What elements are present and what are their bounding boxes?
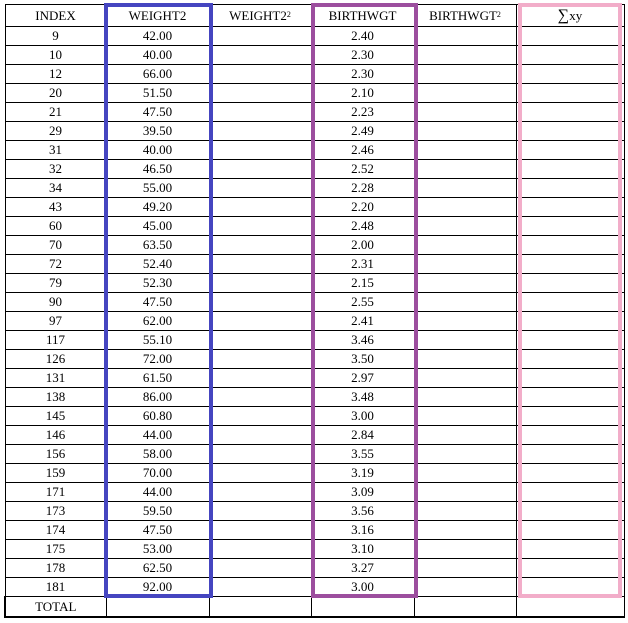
index-cell: 171 [5,483,106,502]
index-cell: 70 [5,236,106,255]
birthwgt-squared-cell [414,65,516,84]
table-row [5,559,624,578]
weight2-cell: 40.00 [106,46,209,65]
weight2-cell: 62.50 [106,559,209,578]
birthwgt-cell: 3.55 [311,445,414,464]
birthwgt-squared-cell [414,578,516,597]
weight2-cell: 47.50 [106,103,209,122]
birthwgt-squared-cell [414,521,516,540]
weight2-cell: 39.50 [106,122,209,141]
table-row [5,217,624,236]
weight2-cell: 49.20 [106,198,209,217]
birthwgt-cell: 2.52 [311,160,414,179]
weight2-squared-cell [209,502,311,521]
birthwgt-squared-cell [414,141,516,160]
birthwgt-squared-cell [414,293,516,312]
sigma-symbol: ∑ [557,7,570,24]
index-cell: 117 [5,331,106,350]
data-table [4,4,625,618]
table-row [5,198,624,217]
weight2-squared-cell [209,578,311,597]
birthwgt-cell: 3.16 [311,521,414,540]
birthwgt-squared-cell [414,312,516,331]
sum-xy-cell [516,388,624,407]
sum-xy-cell [516,236,624,255]
index-cell: 43 [5,198,106,217]
table-row [5,65,624,84]
weight2-squared-cell [209,445,311,464]
index-cell: 131 [5,369,106,388]
birthwgt-cell: 2.40 [311,27,414,46]
weight2-cell: 44.00 [106,483,209,502]
sum-xy-cell [516,464,624,483]
sum-xy-cell [516,293,624,312]
weight2-squared-cell [209,217,311,236]
header-row [5,5,624,27]
weight2-squared-cell [209,141,311,160]
sum-xy-cell [516,179,624,198]
table-row [5,521,624,540]
table-row [5,426,624,445]
table-row [5,312,624,331]
weight2-squared-cell [209,293,311,312]
birthwgt-cell: 3.50 [311,350,414,369]
birthwgt-squared-cell [414,198,516,217]
weight2-cell: 52.30 [106,274,209,293]
birthwgt-cell: 2.30 [311,65,414,84]
birthwgt-cell: 3.09 [311,483,414,502]
weight2-cell: 61.50 [106,369,209,388]
sum-xy-cell [516,445,624,464]
weight2-cell: 51.50 [106,84,209,103]
weight2-squared-cell [209,103,311,122]
table-row [5,27,624,46]
index-cell: 181 [5,578,106,597]
table-row [5,160,624,179]
table-row [5,483,624,502]
sum-xy-cell [516,122,624,141]
birthwgt-squared-cell [414,407,516,426]
birthwgt-squared-cell [414,103,516,122]
birthwgt-cell: 2.00 [311,236,414,255]
birthwgt-squared-cell [414,464,516,483]
weight2-squared-cell [209,407,311,426]
weight2-squared-cell [209,369,311,388]
birthwgt-squared-cell [414,160,516,179]
sum-xy-cell [516,217,624,236]
sum-xy-cell [516,559,624,578]
index-cell: 29 [5,122,106,141]
birthwgt-squared-cell [414,426,516,445]
weight2-cell: 63.50 [106,236,209,255]
birthwgt-squared-cell [414,179,516,198]
index-cell: 32 [5,160,106,179]
index-cell: 10 [5,46,106,65]
weight2-squared-cell [209,521,311,540]
birthwgt-cell: 2.20 [311,198,414,217]
table-row [5,331,624,350]
sum-xy-cell [516,141,624,160]
header-birthwgt: BIRTHWGT [311,5,414,27]
birthwgt-squared-cell [414,445,516,464]
header-birthwgt-squared: BIRTHWGT$^2$ [414,5,516,27]
sum-xy-cell [516,407,624,426]
weight2-squared-cell [209,426,311,445]
birthwgt-cell: 2.23 [311,103,414,122]
birthwgt-cell: 3.00 [311,578,414,597]
header-weight2: WEIGHT2 [106,5,209,27]
sum-xy-cell [516,312,624,331]
total-label: TOTAL [5,597,106,618]
table-row [5,464,624,483]
birthwgt-cell: 2.55 [311,293,414,312]
sum-xy-cell [516,426,624,445]
index-cell: 175 [5,540,106,559]
table-row [5,502,624,521]
weight2-cell: 72.00 [106,350,209,369]
birthwgt-cell: 2.46 [311,141,414,160]
weight2-cell: 70.00 [106,464,209,483]
sum-xy-cell [516,84,624,103]
index-cell: 138 [5,388,106,407]
birthwgt-squared-cell [414,540,516,559]
weight2-cell: 60.80 [106,407,209,426]
birthwgt-squared-cell [414,369,516,388]
weight2-squared-cell [209,236,311,255]
weight2-squared-cell [209,540,311,559]
birthwgt-squared-cell [414,274,516,293]
index-cell: 90 [5,293,106,312]
birthwgt-squared-cell [414,217,516,236]
weight2-squared-cell [209,179,311,198]
sum-xy-cell [516,160,624,179]
birthwgt-cell: 3.27 [311,559,414,578]
index-cell: 20 [5,84,106,103]
table-row [5,255,624,274]
birthwgt-squared-cell [414,331,516,350]
index-cell: 79 [5,274,106,293]
weight2-squared-cell [209,65,311,84]
sum-xy-cell [516,103,624,122]
birthwgt-cell: 3.00 [311,407,414,426]
birthwgt-cell: 2.28 [311,179,414,198]
birthwgt-cell: 3.46 [311,331,414,350]
table-row [5,141,624,160]
table-row [5,388,624,407]
sum-xy-cell [516,27,624,46]
weight2-cell: 47.50 [106,293,209,312]
weight2-cell: 46.50 [106,160,209,179]
weight2-cell: 86.00 [106,388,209,407]
weight2-cell: 55.10 [106,331,209,350]
index-cell: 156 [5,445,106,464]
total-weight2-cell [106,597,209,618]
sum-xy-cell [516,331,624,350]
birthwgt-squared-cell [414,27,516,46]
index-cell: 145 [5,407,106,426]
table-body [5,27,624,597]
sum-xy-cell [516,46,624,65]
sum-xy-cell [516,483,624,502]
index-cell: 34 [5,179,106,198]
index-cell: 72 [5,255,106,274]
header-sum-xy: ∑xy [516,5,624,27]
data-table-container [4,4,623,618]
sum-xy-cell [516,350,624,369]
weight2-squared-cell [209,27,311,46]
table-row [5,274,624,293]
sum-xy-cell [516,502,624,521]
total-sum-xy-cell [516,597,624,618]
birthwgt-cell: 2.48 [311,217,414,236]
table-row [5,179,624,198]
table-row [5,293,624,312]
weight2-cell: 66.00 [106,65,209,84]
weight2-squared-cell [209,464,311,483]
birthwgt-squared-cell [414,483,516,502]
weight2-squared-cell [209,350,311,369]
birthwgt-cell: 2.15 [311,274,414,293]
table-row [5,84,624,103]
total-weight2-squared-cell [209,597,311,618]
sum-xy-cell [516,198,624,217]
birthwgt-cell: 2.97 [311,369,414,388]
index-cell: 174 [5,521,106,540]
weight2-squared-cell [209,559,311,578]
weight2-squared-cell [209,312,311,331]
birthwgt-cell: 3.19 [311,464,414,483]
birthwgt-cell: 2.31 [311,255,414,274]
index-cell: 60 [5,217,106,236]
birthwgt-cell: 3.48 [311,388,414,407]
birthwgt-squared-cell [414,350,516,369]
weight2-cell: 53.00 [106,540,209,559]
table-row [5,103,624,122]
table-row [5,369,624,388]
birthwgt-squared-cell [414,84,516,103]
birthwgt-cell: 2.49 [311,122,414,141]
index-cell: 126 [5,350,106,369]
sum-xy-cell [516,65,624,84]
weight2-squared-cell [209,255,311,274]
index-cell: 97 [5,312,106,331]
index-cell: 12 [5,65,106,84]
weight2-cell: 40.00 [106,141,209,160]
birthwgt-cell: 2.10 [311,84,414,103]
weight2-cell: 52.40 [106,255,209,274]
weight2-squared-cell [209,46,311,65]
weight2-cell: 55.00 [106,179,209,198]
weight2-cell: 45.00 [106,217,209,236]
index-cell: 178 [5,559,106,578]
weight2-cell: 58.00 [106,445,209,464]
weight2-cell: 42.00 [106,27,209,46]
index-cell: 31 [5,141,106,160]
total-birthwgt-squared-cell [414,597,516,618]
table-row [5,540,624,559]
table-row [5,578,624,597]
sum-xy-cell [516,274,624,293]
birthwgt-cell: 2.30 [311,46,414,65]
birthwgt-squared-cell [414,46,516,65]
sum-xy-cell [516,369,624,388]
index-cell: 9 [5,27,106,46]
sum-xy-cell [516,521,624,540]
table-row [5,46,624,65]
total-row [5,597,624,618]
index-cell: 146 [5,426,106,445]
birthwgt-squared-cell [414,236,516,255]
table-row [5,122,624,141]
sum-xy-cell [516,540,624,559]
index-cell: 173 [5,502,106,521]
table-row [5,350,624,369]
header-index: INDEX [5,5,106,27]
index-cell: 21 [5,103,106,122]
weight2-squared-cell [209,483,311,502]
weight2-cell: 44.00 [106,426,209,445]
weight2-squared-cell [209,122,311,141]
total-birthwgt-cell [311,597,414,618]
birthwgt-squared-cell [414,502,516,521]
table-row [5,236,624,255]
birthwgt-cell: 3.10 [311,540,414,559]
weight2-squared-cell [209,331,311,350]
birthwgt-squared-cell [414,388,516,407]
birthwgt-squared-cell [414,255,516,274]
weight2-squared-cell [209,274,311,293]
birthwgt-cell: 3.56 [311,502,414,521]
weight2-squared-cell [209,160,311,179]
birthwgt-cell: 2.41 [311,312,414,331]
weight2-squared-cell [209,198,311,217]
weight2-cell: 92.00 [106,578,209,597]
birthwgt-squared-cell [414,559,516,578]
table-row [5,407,624,426]
index-cell: 159 [5,464,106,483]
weight2-squared-cell [209,388,311,407]
birthwgt-cell: 2.84 [311,426,414,445]
sum-xy-cell [516,255,624,274]
weight2-cell: 47.50 [106,521,209,540]
birthwgt-squared-cell [414,122,516,141]
sum-xy-cell [516,578,624,597]
header-weight2-squared: $WEIGHT2^2$ [209,5,311,27]
weight2-cell: 59.50 [106,502,209,521]
weight2-squared-cell [209,84,311,103]
weight2-cell: 62.00 [106,312,209,331]
table-row [5,445,624,464]
